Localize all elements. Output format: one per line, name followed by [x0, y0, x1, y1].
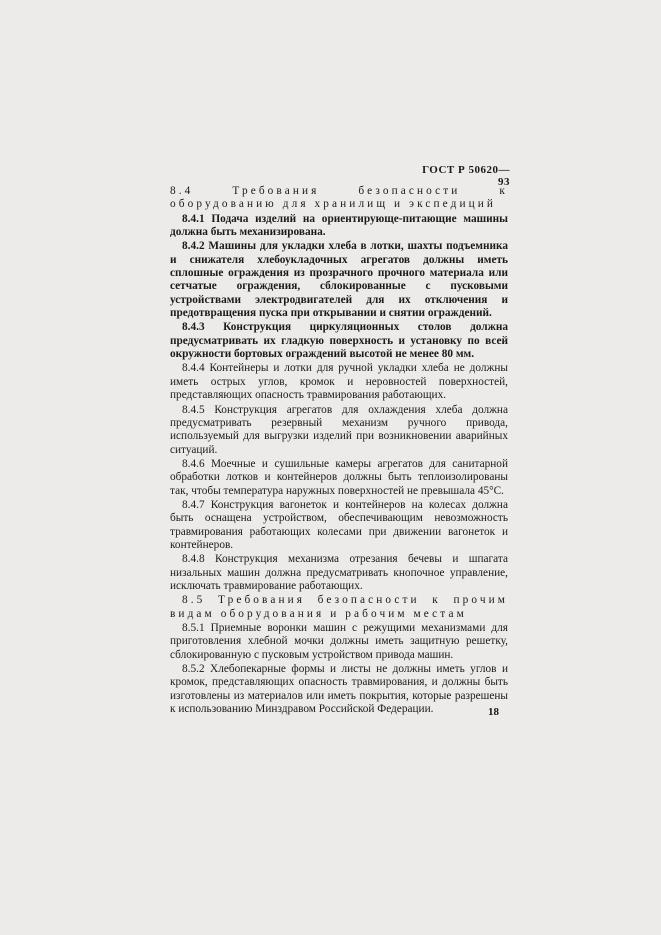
- paragraph: 8.4.2 Машины для укладки хлеба в лотки, шахты подъемника и снижателя хлебоукладочных агрегатов должны иметь сплошные ограждения из прозрачного прочного материала или сетчатые ограждения, сблокированные с пусковыми устройствами электродвигателей для их отключения и предотвращения пуска при открывании и снятии ограждений.: [170, 240, 508, 320]
- paragraph: 8.5.2 Хлебопекарные формы и листы не должны иметь углов и кромок, представляющих опасность травмирования, и должны быть изготовлены из материалов или иметь покрытия, которые разрешены к использованию Минздравом Российской Федерации.: [170, 663, 508, 716]
- paragraph: 8.4.5 Конструкция агрегатов для охлаждения хлеба должна предусматривать резервный механизм ручного привода, используемый для выгрузки изделий при возникновении аварийных ситуаций.: [170, 403, 508, 456]
- paragraph: 8.4.8 Конструкция механизма отрезания бечевы и шпагата низальных машин должна предусматривать кнопочное управление, исключать травмирование работающих.: [170, 553, 508, 592]
- paragraph: 8.4.6 Моечные и сушильные камеры агрегатов для санитарной обработки лотков и контейнеров должны быть теплоизолированы так, чтобы температура наружных поверхностей не превышала 45°С.: [170, 457, 508, 497]
- document-body: [170, 185, 508, 717]
- section-heading: 8.4 Требования безопасности к оборудованию для хранилищ и экспедиций: [170, 185, 508, 211]
- paragraph: 8.5.1 Приемные воронки машин с режущими механизмами для приготовления хлебной мочки должны иметь защитную решетку, сблокированную с пусковым устройством привода машин.: [170, 622, 508, 661]
- document-id-header: ГОСТ Р 50620—93: [422, 164, 510, 188]
- paragraph: 8.4.7 Конструкция вагонеток и контейнеров на колесах должна быть оснащена устройством, обеспечивающим невозможность травмирования работающих колесами при движении вагонеток и контейнеров.: [170, 498, 508, 551]
- paragraph: 8.4.3 Конструкция циркуляционных столов должна предусматривать их гладкую поверхность и установку по всей окружности бортовых ограждений высотой не менее 80 мм.: [170, 321, 508, 361]
- page-number: 18: [488, 706, 499, 718]
- section-heading: 8.5 Требования безопасности к прочим видам оборудования и рабочим местам: [170, 594, 508, 620]
- paragraph: 8.4.4 Контейнеры и лотки для ручной укладки хлеба не должны иметь острых углов, кромок и неровностей поверхностей, представляющих опасность травмирования работающих.: [170, 362, 508, 402]
- paragraph: 8.4.1 Подача изделий на ориентирующе-питающие машины должна быть механизирована.: [170, 212, 508, 239]
